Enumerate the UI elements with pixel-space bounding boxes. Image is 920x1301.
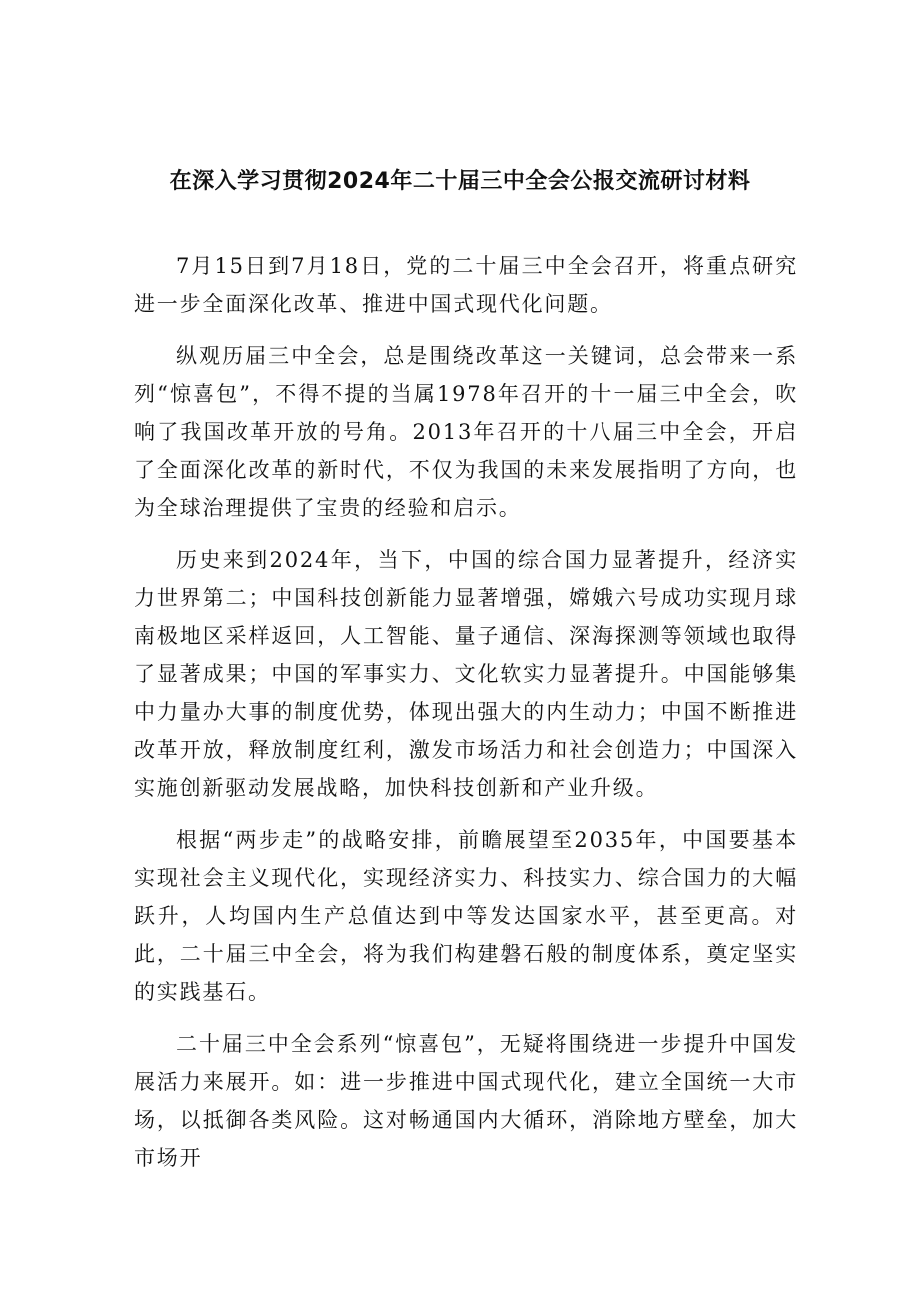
document-title: 在深入学习贯彻2024年二十届三中全会公报交流研讨材料 [169, 169, 751, 194]
paragraph-2: 纵观历届三中全会，总是围绕改革这一关键词，总会带来一系列“惊喜包”，不得不提的当属1978年召开的十一届三中全会，吹响了我国改革开放的号角。2013年召开的十八届三中全会，开启了全面深化改革的新时代，不仅为我国的未来发展指明了方向，也为全球治理提供了宝贵的经验和启示。 [134, 344, 798, 520]
paragraph-1: 7月15日到7月18日，党的二十届三中全会召开，将重点研究进一步全面深化改革、推进中国式现代化问题。 [134, 254, 798, 316]
paragraph-5: 二十届三中全会系列“惊喜包”，无疑将围绕进一步提升中国发展活力来展开。如：进一步推进中国式现代化，建立全国统一大市场，以抵御各类风险。这对畅通国内大循环，消除地方壁垒，加大市场开 [134, 1032, 798, 1170]
document-body [134, 247, 798, 1191]
paragraph-3: 历史来到2024年，当下，中国的综合国力显著提升，经济实力世界第二；中国科技创新能力显著增强，嫦娥六号成功实现月球南极地区采样返回，人工智能、量子通信、深海探测等领域也取得了显著成果；中国的军事实力、文化软实力显著提升。中国能够集中力量办大事的制度优势，体现出强大的内生动力；中国不断推进改革开放，释放制度红利，激发市场活力和社会创造力；中国深入实施创新驱动发展战略，加快科技创新和产业升级。 [134, 548, 798, 800]
paragraph-4: 根据“两步走”的战略安排，前瞻展望至2035年，中国要基本实现社会主义现代化，实现经济实力、科技实力、综合国力的大幅跃升，人均国内生产总值达到中等发达国家水平，甚至更高。对此，二十届三中全会，将为我们构建磐石般的制度体系，奠定坚实的实践基石。 [134, 828, 798, 1004]
